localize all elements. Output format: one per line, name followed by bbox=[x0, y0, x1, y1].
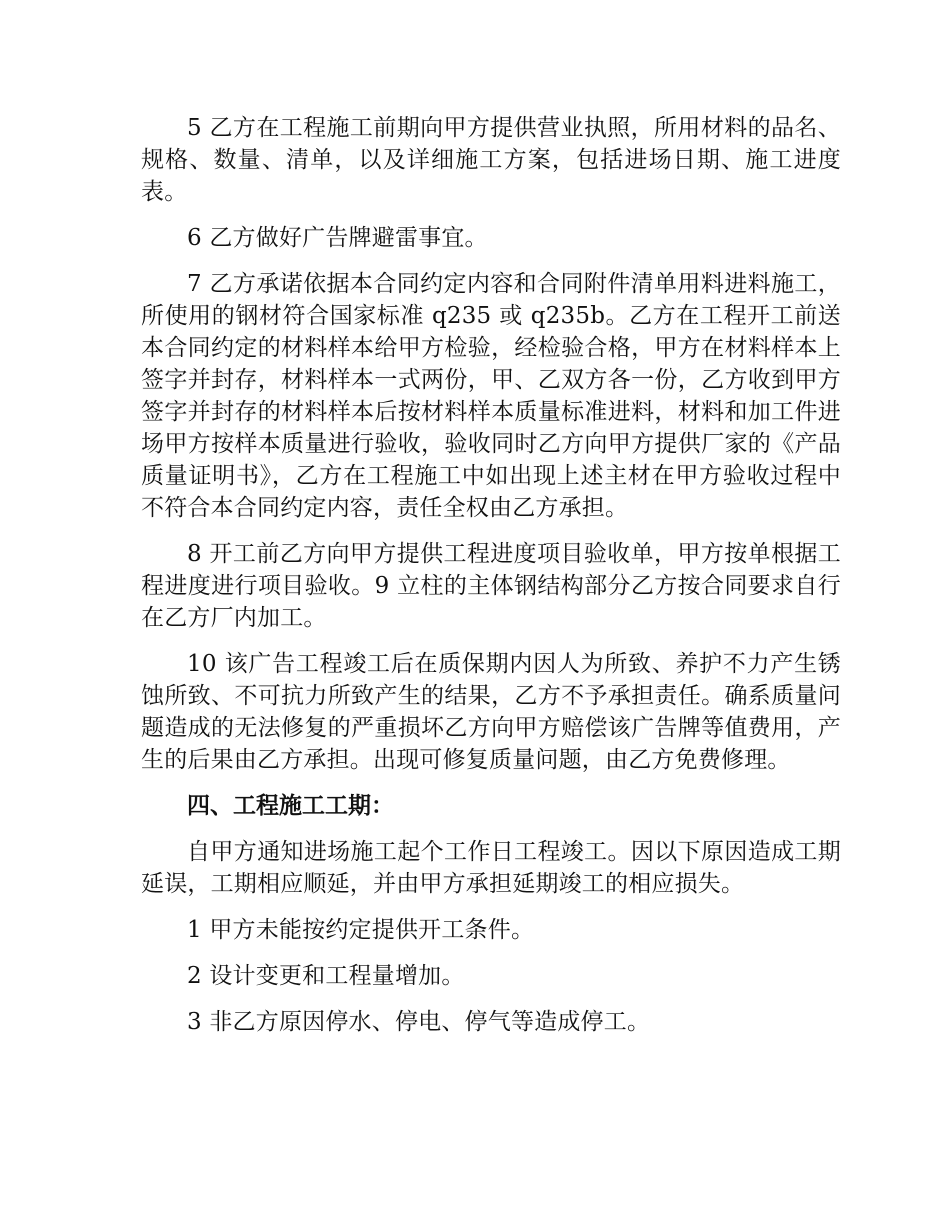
clause-8-9-paragraph: 8 开工前乙方向甲方提供工程进度项目验收单，甲方按单根据工程进度进行项目验收。9 立柱的主体钢结构部分乙方按合同要求自行在乙方厂内加工。 bbox=[141, 541, 841, 631]
delay-reason-3: 3 非乙方原因停水、停电、停气等造成停工。 bbox=[187, 1009, 651, 1035]
clause-6-paragraph: 6 乙方做好广告牌避雷事宜。 bbox=[187, 225, 488, 251]
delay-reason-1: 1 甲方未能按约定提供开工条件。 bbox=[187, 917, 535, 943]
section-heading: 四、工程施工工期： bbox=[187, 792, 394, 819]
schedule-intro-paragraph: 自甲方通知进场施工起个工作日工程竣工。因以下原因造成工期延误，工期相应顺延，并由甲方承担延期竣工的相应损失。 bbox=[141, 839, 841, 897]
clause-10-paragraph: 10 该广告工程竣工后在质保期内因人为所致、养护不力产生锈蚀所致、不可抗力所致产生的结果，乙方不予承担责任。确系质量问题造成的无法修复的严重损坏乙方向甲方赔偿该广告牌等值费用，产生的后果由乙方承担。出现可修复质量问题，由乙方免费修理。 bbox=[141, 651, 841, 773]
clause-7-paragraph: 7 乙方承诺依据本合同约定内容和合同附件清单用料进料施工，所使用的钢材符合国家标准 q235 或 q235b。乙方在工程开工前送本合同约定的材料样本给甲方检验，经检验合格，甲方在材料样本上签字并封存，材料样本一式两份，甲、乙双方各一份，乙方收到甲方签字并封存的材料样本后按材料样本质量标准进料，材料和加工件进场甲方按样本质量进行验收，验收同时乙方向甲方提供厂家的《产品质量证明书》，乙方在工程施工中如出现上述主材在甲方验收过程中不符合本合同约定内容，责任全权由乙方承担。 bbox=[141, 271, 841, 521]
clause-5-paragraph: 5 乙方在工程施工前期向甲方提供营业执照，所用材料的品名、规格、数量、清单，以及详细施工方案，包括进场日期、施工进度表。 bbox=[141, 115, 841, 205]
delay-reason-2: 2 设计变更和工程量增加。 bbox=[187, 963, 465, 989]
document-body bbox=[141, 112, 841, 1052]
